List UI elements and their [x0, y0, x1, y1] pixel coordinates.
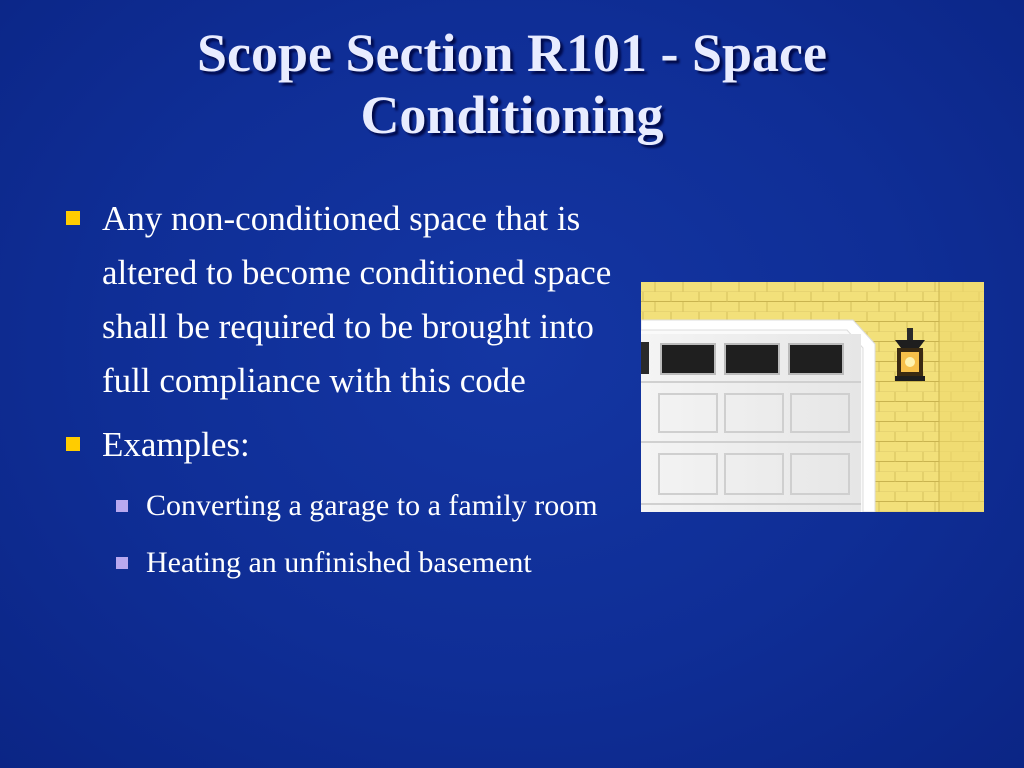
sub-bullet-text: Converting a garage to a family room: [146, 489, 598, 522]
square-bullet-icon: [116, 557, 128, 569]
square-bullet-icon: [116, 500, 128, 512]
sub-bullet-item: [62, 482, 642, 529]
bullet-text: Examples:: [102, 425, 250, 464]
slide-content: [62, 192, 642, 596]
bullet-text: Any non-conditioned space that is altered to become conditioned space shall be required to be brought into full compliance with this code: [102, 199, 612, 400]
bullet-list: [62, 192, 642, 472]
bullet-item: [62, 418, 642, 472]
sub-bullet-text: Heating an unfinished basement: [146, 546, 532, 579]
bullet-item: [62, 192, 642, 408]
sub-bullet-list: [62, 482, 642, 586]
square-bullet-icon: [66, 437, 80, 451]
slide-title: Scope Section R101 - Space Conditioning: [197, 23, 827, 145]
sub-bullet-item: [62, 539, 642, 586]
garage-door-illustration: [641, 282, 984, 512]
square-bullet-icon: [66, 211, 80, 225]
garage-door-photo: [641, 282, 984, 512]
